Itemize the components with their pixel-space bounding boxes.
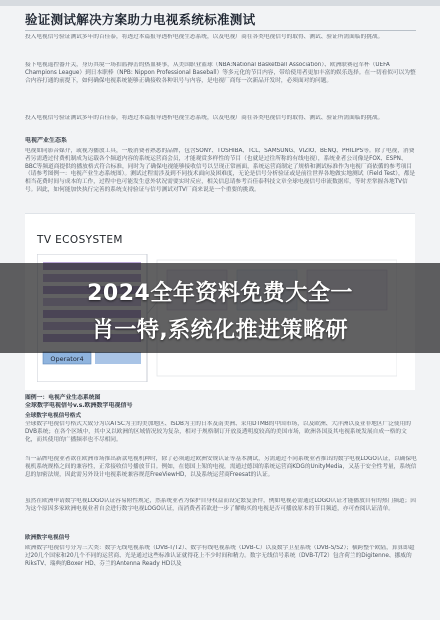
operator-label: Operator4 [50, 355, 84, 363]
title-divider [25, 30, 416, 31]
overlay-line-1: 2024全年资料免费大全一 [87, 281, 353, 306]
overlay-line-2: 肖一特,系统化推进策略研 [91, 318, 349, 343]
paragraph-2: 投入电视信号验证测试多年的百佳泰，将透过本篇报导透析电视生态系统，以及电视厂商在各类电视信号的取得、测试、验证所需面临的挑战。 [25, 115, 384, 121]
paragraph-4: 全球数字电视信号格式大致分为以ATSC为主的美加地区、ISDB为主的日本及南美洲、采用DTMB的中国市场，以及欧洲、大洋洲以及亚非地区广泛使用的DVB系统；在各个区域中，其中又以欧洲的区域情况较为复杂，相对于规格制订开放及透明度较高的美国市场，欧洲各国及其电视系统发展自成一格的文化，而其使用的广播频率也不尽相同。 [25, 421, 411, 443]
paragraph-5: 当一品牌电视业者欲在欧洲市场推出新款电视机种时，除了必须通过欧洲安规认证等基本测试，另需通过不同系统业者推出的数字电视LOGO认证，以确保电视机系统规格之间的兼容性，正常接收信号播放节目。例如，在德国上架的电视，需通过德国的系统运营商KDG的UnityMedia，又基于安全性考量，系统信息的加密法规，因此需另外设计电视系统兼容规范FreeViewHD，以及系统运营商Freesat的认证。 [25, 456, 417, 478]
subheading-europe-signal: 欧洲数字电视信号 [25, 535, 70, 541]
subheading-global-format: 全球数字电视信号格式 [25, 413, 81, 419]
paragraph-7: 欧洲数字电视信号分为三大类：数字无线电视系统（DVB-T/T2）、数字有线电视系统（DVB-C）以及数字卫星系统（DVB-S/S2）；横跨整个欧陆，算算即超过20几个国家和20几个不同的运营商、光是通过这些标准认证就得花上不少时间和精力。数字无线信号系统（DVB-T/T2）包含荷兰的Digitenne、挪威的RiksTV、瑞典的Boxer HD、芬兰的Antenna Ready HD以及 [25, 545, 415, 567]
section-title-global-signal: 全球数字电视信号v.s.欧洲数字电视信号 [25, 402, 133, 409]
paragraph-1: 接下电视遥控器开关，身历其境一场扣篮搏击的热血赛事，从美国职业篮球（NBA:National Basketball Association）、欧洲联赛冠军杯（UEFA Champions League）到日本职棒（NPB: Nippon Professional Baseball）等多元化的节目内容，带给使用者更加丰富的娱乐选择。在一切看似可以为整合内容打通的前提下，如何确保电视系统能够正确接收各种讯号与内容，是电视厂商每一次新品开发时，必须面对的问题。 [25, 62, 416, 84]
section-title-ecosystem: 电视产业生态系 [25, 137, 68, 144]
page-title: 验证测试解决方案助力电视系统标准测试 [25, 12, 256, 27]
headline-overlay [0, 263, 440, 353]
diagram-box-blue [95, 352, 141, 364]
paragraph-6: 虽然在欧洲申请数字电视LOGO认证容易附性规定，然系统业者为保护自身权益而设定繁复条件，例如电视必需通过LOGO认证才能播放自有的热门频道；因为这个原因多家欧洲电视业者自会进行数字电视LOGO认证，而消费者若欲进一步了解购买的电视是否可播放原本的节目频道，亦可查阅认证清单。 [25, 498, 416, 512]
figure-caption: 图例一：电视产业生态系统图 [25, 395, 101, 401]
paragraph-3: 电视如同影音媒介，或视为播放工具，一般消费者熟悉的品牌，包含SONY、TOSHIBA、TCL、SAMSUNG、VIZIO、BENQ、PHILIPS等。除了电视，消费者另需透过付费机制成为运载各个频道内容的系统运营商会员，才能观赏多样性的节目（也就是过往所称的有线电视），系统业者公司像是FOX、ESPN、BBC等频道商提供的播放格式符合标准，同时为了确保电视能够接收信号以呈现正常画面，系统运营商制定了规格和测试标准作为电视厂商依循的参考项目（请参考图例一：电视产业生态系统图）。测试过程需涉及到不同技术面向及困难度，无论是信号分析验证或是前往世界各地做实地测试（Field Test），都是相当花费时间与成本的工作，过程中也可能发生意外状况需要实时反应，相关信息请参考百佳泰科技文章全球电视信号串流数据库，等时差掌握各地TV信号。因此，如何能加快执行完善的系统支持验证与信号测试对TV厂商来说是一个重要的挑战。 [25, 148, 416, 193]
figure-title: TV ECOSYSTEM [37, 234, 123, 246]
intro-paragraph: 投入电视信号验证测试多年的百佳泰，将透过本篇报导透析电视生态系统，以及电视厂商在各类电视信号的取得、测试、验证所需面临的挑战。 [25, 34, 384, 40]
top-bar [0, 0, 440, 6]
